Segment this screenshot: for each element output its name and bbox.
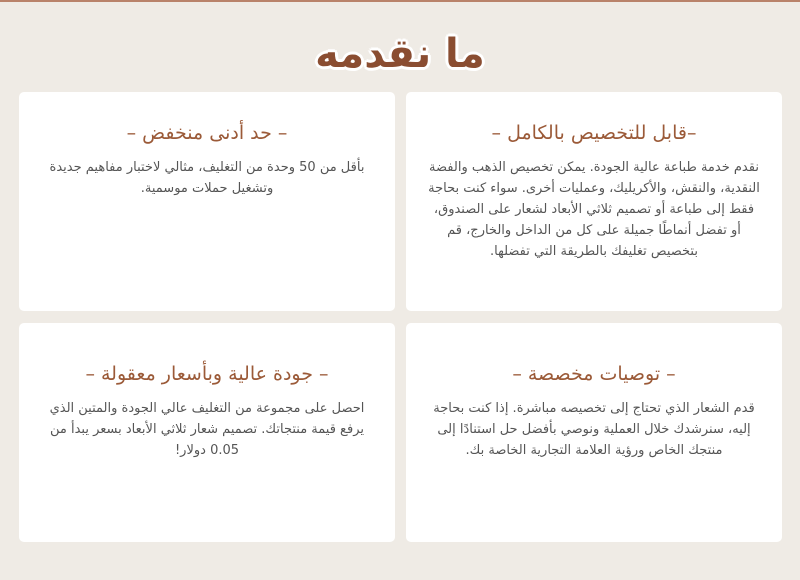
page-title: ما نقدمه (315, 31, 485, 77)
feature-card-quality-price (19, 323, 395, 542)
card-body: احصل على مجموعة من التغليف عالي الجودة والمتين الذي يرفع قيمة منتجاتك. تصميم شعار ثلاثي الأبعاد بسعر يبدأ من 0.05 دولار! (49, 401, 365, 458)
card-body: بأقل من 50 وحدة من التغليف، مثالي لاختبار مفاهيم جديدة وتشغيل حملات موسمية. (49, 160, 365, 196)
feature-card-customizable (406, 92, 782, 311)
card-heading: – قابل للتخصيص بالكامل– (491, 122, 697, 144)
card-heading: – حد أدنى منخفض – (126, 122, 288, 144)
top-accent-border (0, 0, 800, 2)
card-heading: – جودة عالية وبأسعار معقولة – (85, 363, 329, 385)
card-heading: – توصيات مخصصة – (512, 363, 676, 385)
card-body: قدم الشعار الذي تحتاج إلى تخصيصه مباشرة. إذا كنت بحاجة إليه، سنرشدك خلال العملية ونوصي بأفضل حل استنادًا إلى منتجك الخاص ورؤية العلامة التجارية الخاصة بك. (433, 401, 755, 458)
feature-card-recommendations (406, 323, 782, 542)
feature-card-low-minimum (19, 92, 395, 311)
card-body: نقدم خدمة طباعة عالية الجودة. يمكن تخصيص الذهب والفضة النقدية، والنقش، والأكريليك، وعمليات أخرى. سواء كنت بحاجة فقط إلى طباعة أو تصميم ثلاثي الأبعاد لشعار على الصندوق، أو تفضل أنماطًا جميلة على كل من الداخل والخارج، قم بتخصيص تغليفك بالطريقة التي تفضلها. (428, 160, 760, 259)
